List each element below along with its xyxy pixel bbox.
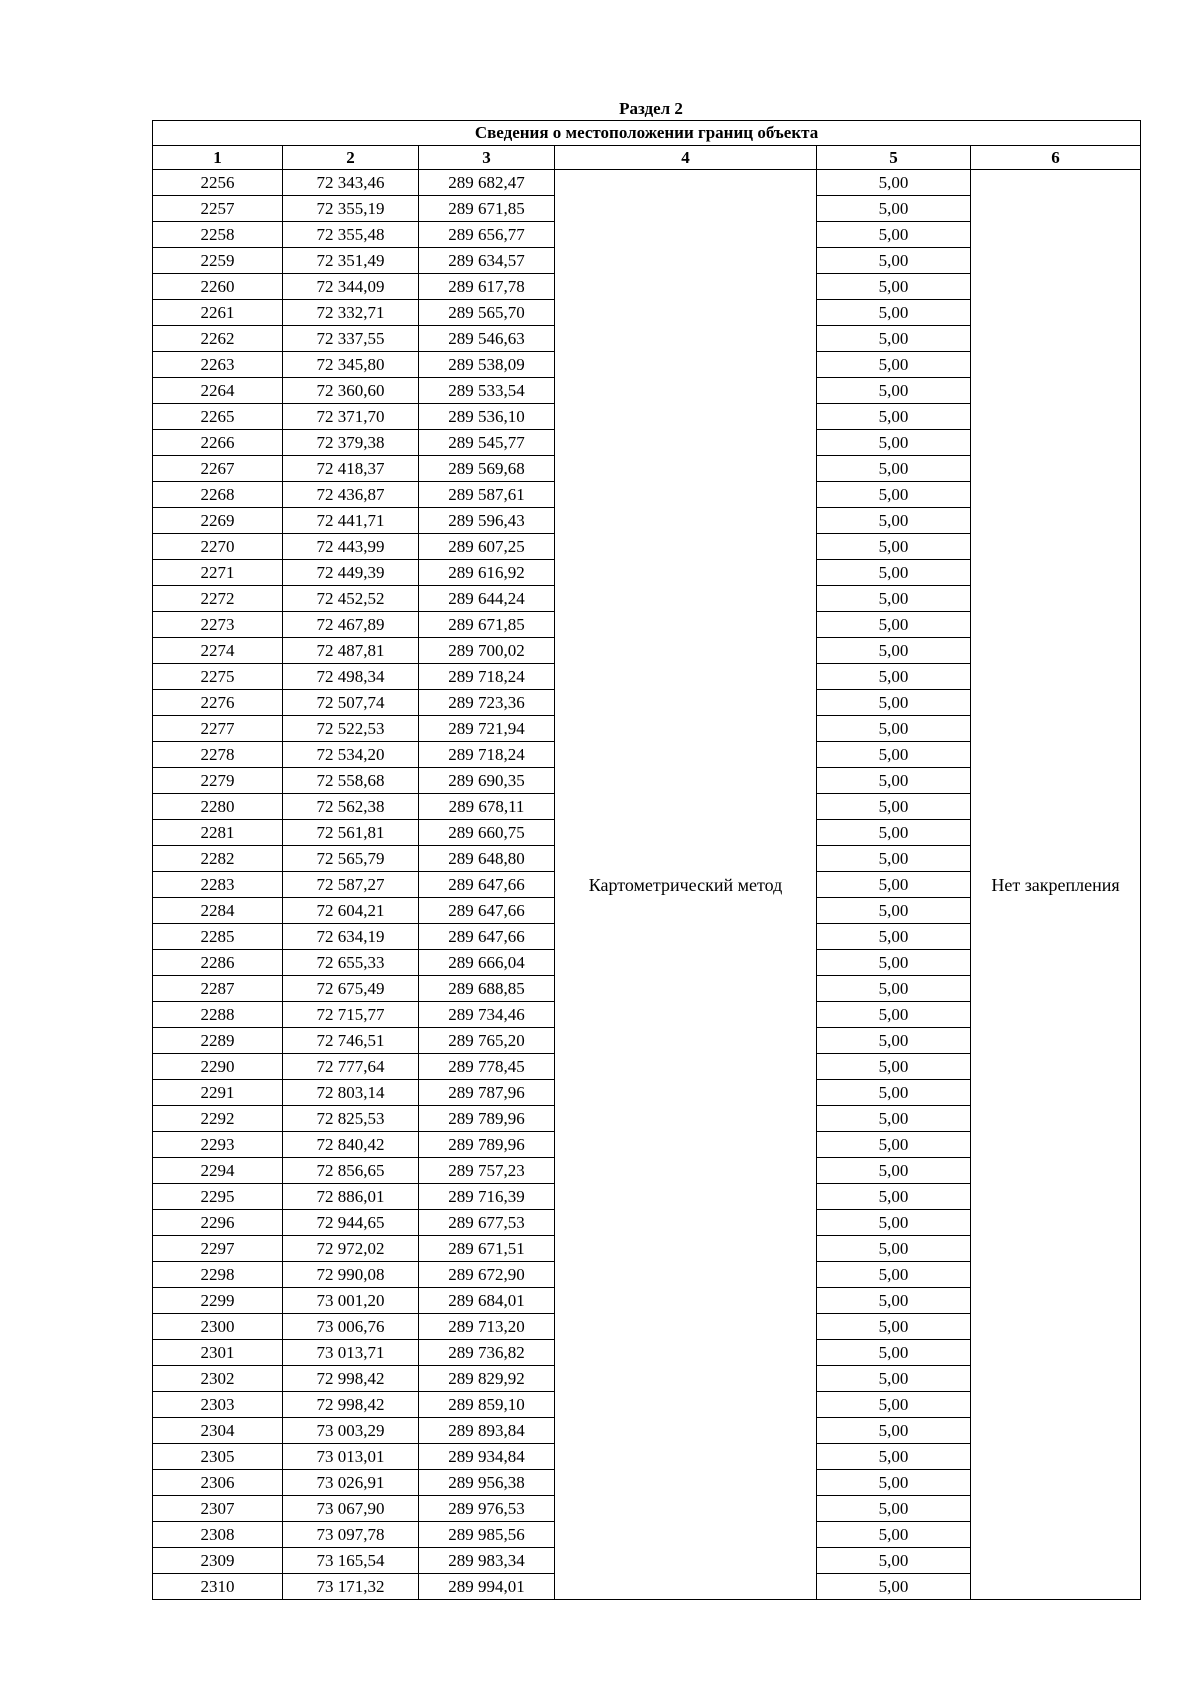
precision-cell: 5,00	[817, 846, 971, 872]
x-coordinate-cell: 72 604,21	[283, 898, 419, 924]
x-coordinate-cell: 72 558,68	[283, 768, 419, 794]
method-cell: Картометрический метод	[555, 170, 817, 1600]
y-coordinate-cell: 289 787,96	[419, 1080, 555, 1106]
point-number-cell: 2282	[153, 846, 283, 872]
precision-cell: 5,00	[817, 378, 971, 404]
y-coordinate-cell: 289 671,51	[419, 1236, 555, 1262]
y-coordinate-cell: 289 983,34	[419, 1548, 555, 1574]
x-coordinate-cell: 72 441,71	[283, 508, 419, 534]
y-coordinate-cell: 289 789,96	[419, 1132, 555, 1158]
point-number-cell: 2296	[153, 1210, 283, 1236]
precision-cell: 5,00	[817, 326, 971, 352]
x-coordinate-cell: 72 452,52	[283, 586, 419, 612]
point-number-cell: 2287	[153, 976, 283, 1002]
x-coordinate-cell: 72 634,19	[283, 924, 419, 950]
precision-cell: 5,00	[817, 274, 971, 300]
x-coordinate-cell: 72 998,42	[283, 1392, 419, 1418]
x-coordinate-cell: 72 507,74	[283, 690, 419, 716]
x-coordinate-cell: 72 746,51	[283, 1028, 419, 1054]
point-number-cell: 2257	[153, 196, 283, 222]
precision-cell: 5,00	[817, 1392, 971, 1418]
y-coordinate-cell: 289 723,36	[419, 690, 555, 716]
x-coordinate-cell: 73 097,78	[283, 1522, 419, 1548]
y-coordinate-cell: 289 647,66	[419, 872, 555, 898]
x-coordinate-cell: 73 001,20	[283, 1288, 419, 1314]
y-coordinate-cell: 289 778,45	[419, 1054, 555, 1080]
x-coordinate-cell: 72 371,70	[283, 404, 419, 430]
x-coordinate-cell: 73 013,01	[283, 1444, 419, 1470]
point-number-cell: 2269	[153, 508, 283, 534]
precision-cell: 5,00	[817, 950, 971, 976]
column-header-1: 1	[153, 146, 283, 170]
x-coordinate-cell: 72 655,33	[283, 950, 419, 976]
x-coordinate-cell: 72 418,37	[283, 456, 419, 482]
fixing-cell: Нет закрепления	[971, 170, 1141, 1600]
point-number-cell: 2265	[153, 404, 283, 430]
precision-cell: 5,00	[817, 222, 971, 248]
precision-cell: 5,00	[817, 872, 971, 898]
y-coordinate-cell: 289 716,39	[419, 1184, 555, 1210]
y-coordinate-cell: 289 700,02	[419, 638, 555, 664]
y-coordinate-cell: 289 677,53	[419, 1210, 555, 1236]
y-coordinate-cell: 289 718,24	[419, 742, 555, 768]
point-number-cell: 2260	[153, 274, 283, 300]
precision-cell: 5,00	[817, 1106, 971, 1132]
precision-cell: 5,00	[817, 794, 971, 820]
precision-cell: 5,00	[817, 716, 971, 742]
x-coordinate-cell: 72 534,20	[283, 742, 419, 768]
y-coordinate-cell: 289 985,56	[419, 1522, 555, 1548]
x-coordinate-cell: 72 562,38	[283, 794, 419, 820]
precision-cell: 5,00	[817, 690, 971, 716]
y-coordinate-cell: 289 829,92	[419, 1366, 555, 1392]
point-number-cell: 2289	[153, 1028, 283, 1054]
x-coordinate-cell: 72 972,02	[283, 1236, 419, 1262]
precision-cell: 5,00	[817, 560, 971, 586]
column-header-row	[153, 146, 1141, 170]
y-coordinate-cell: 289 634,57	[419, 248, 555, 274]
y-coordinate-cell: 289 587,61	[419, 482, 555, 508]
point-number-cell: 2302	[153, 1366, 283, 1392]
y-coordinate-cell: 289 688,85	[419, 976, 555, 1002]
x-coordinate-cell: 72 990,08	[283, 1262, 419, 1288]
y-coordinate-cell: 289 956,38	[419, 1470, 555, 1496]
x-coordinate-cell: 72 944,65	[283, 1210, 419, 1236]
table-row	[153, 170, 1141, 196]
precision-cell: 5,00	[817, 430, 971, 456]
precision-cell: 5,00	[817, 1210, 971, 1236]
precision-cell: 5,00	[817, 1028, 971, 1054]
point-number-cell: 2294	[153, 1158, 283, 1184]
y-coordinate-cell: 289 734,46	[419, 1002, 555, 1028]
x-coordinate-cell: 72 443,99	[283, 534, 419, 560]
point-number-cell: 2266	[153, 430, 283, 456]
precision-cell: 5,00	[817, 482, 971, 508]
x-coordinate-cell: 72 355,48	[283, 222, 419, 248]
y-coordinate-cell: 289 617,78	[419, 274, 555, 300]
precision-cell: 5,00	[817, 638, 971, 664]
x-coordinate-cell: 73 003,29	[283, 1418, 419, 1444]
table-caption: Сведения о местоположении границ объекта	[153, 121, 1141, 146]
point-number-cell: 2267	[153, 456, 283, 482]
y-coordinate-cell: 289 616,92	[419, 560, 555, 586]
precision-cell: 5,00	[817, 586, 971, 612]
y-coordinate-cell: 289 765,20	[419, 1028, 555, 1054]
column-header-4: 4	[555, 146, 817, 170]
point-number-cell: 2293	[153, 1132, 283, 1158]
y-coordinate-cell: 289 684,01	[419, 1288, 555, 1314]
point-number-cell: 2285	[153, 924, 283, 950]
precision-cell: 5,00	[817, 898, 971, 924]
point-number-cell: 2270	[153, 534, 283, 560]
x-coordinate-cell: 73 026,91	[283, 1470, 419, 1496]
point-number-cell: 2303	[153, 1392, 283, 1418]
y-coordinate-cell: 289 976,53	[419, 1496, 555, 1522]
point-number-cell: 2306	[153, 1470, 283, 1496]
y-coordinate-cell: 289 994,01	[419, 1574, 555, 1600]
point-number-cell: 2258	[153, 222, 283, 248]
point-number-cell: 2278	[153, 742, 283, 768]
point-number-cell: 2286	[153, 950, 283, 976]
precision-cell: 5,00	[817, 1184, 971, 1210]
precision-cell: 5,00	[817, 1496, 971, 1522]
precision-cell: 5,00	[817, 196, 971, 222]
column-header-5: 5	[817, 146, 971, 170]
caption-row	[153, 121, 1141, 146]
precision-cell: 5,00	[817, 664, 971, 690]
x-coordinate-cell: 72 332,71	[283, 300, 419, 326]
point-number-cell: 2268	[153, 482, 283, 508]
x-coordinate-cell: 72 360,60	[283, 378, 419, 404]
precision-cell: 5,00	[817, 456, 971, 482]
x-coordinate-cell: 72 355,19	[283, 196, 419, 222]
point-number-cell: 2307	[153, 1496, 283, 1522]
x-coordinate-cell: 73 165,54	[283, 1548, 419, 1574]
precision-cell: 5,00	[817, 352, 971, 378]
y-coordinate-cell: 289 596,43	[419, 508, 555, 534]
precision-cell: 5,00	[817, 1054, 971, 1080]
precision-cell: 5,00	[817, 1340, 971, 1366]
point-number-cell: 2264	[153, 378, 283, 404]
x-coordinate-cell: 72 561,81	[283, 820, 419, 846]
precision-cell: 5,00	[817, 1314, 971, 1340]
boundary-coordinates-table	[152, 120, 1141, 1600]
x-coordinate-cell: 72 337,55	[283, 326, 419, 352]
y-coordinate-cell: 289 682,47	[419, 170, 555, 196]
x-coordinate-cell: 72 715,77	[283, 1002, 419, 1028]
precision-cell: 5,00	[817, 1470, 971, 1496]
x-coordinate-cell: 72 351,49	[283, 248, 419, 274]
x-coordinate-cell: 72 825,53	[283, 1106, 419, 1132]
point-number-cell: 2310	[153, 1574, 283, 1600]
point-number-cell: 2299	[153, 1288, 283, 1314]
column-header-3: 3	[419, 146, 555, 170]
y-coordinate-cell: 289 533,54	[419, 378, 555, 404]
x-coordinate-cell: 72 886,01	[283, 1184, 419, 1210]
x-coordinate-cell: 72 565,79	[283, 846, 419, 872]
point-number-cell: 2292	[153, 1106, 283, 1132]
y-coordinate-cell: 289 660,75	[419, 820, 555, 846]
y-coordinate-cell: 289 789,96	[419, 1106, 555, 1132]
precision-cell: 5,00	[817, 404, 971, 430]
y-coordinate-cell: 289 859,10	[419, 1392, 555, 1418]
precision-cell: 5,00	[817, 300, 971, 326]
point-number-cell: 2261	[153, 300, 283, 326]
y-coordinate-cell: 289 721,94	[419, 716, 555, 742]
point-number-cell: 2305	[153, 1444, 283, 1470]
point-number-cell: 2295	[153, 1184, 283, 1210]
x-coordinate-cell: 72 467,89	[283, 612, 419, 638]
y-coordinate-cell: 289 671,85	[419, 196, 555, 222]
precision-cell: 5,00	[817, 534, 971, 560]
y-coordinate-cell: 289 647,66	[419, 924, 555, 950]
y-coordinate-cell: 289 538,09	[419, 352, 555, 378]
point-number-cell: 2273	[153, 612, 283, 638]
point-number-cell: 2298	[153, 1262, 283, 1288]
x-coordinate-cell: 72 587,27	[283, 872, 419, 898]
y-coordinate-cell: 289 607,25	[419, 534, 555, 560]
precision-cell: 5,00	[817, 976, 971, 1002]
section-title: Раздел 2	[619, 99, 683, 118]
point-number-cell: 2276	[153, 690, 283, 716]
y-coordinate-cell: 289 666,04	[419, 950, 555, 976]
precision-cell: 5,00	[817, 1574, 971, 1600]
y-coordinate-cell: 289 672,90	[419, 1262, 555, 1288]
precision-cell: 5,00	[817, 768, 971, 794]
x-coordinate-cell: 73 006,76	[283, 1314, 419, 1340]
point-number-cell: 2274	[153, 638, 283, 664]
y-coordinate-cell: 289 934,84	[419, 1444, 555, 1470]
y-coordinate-cell: 289 757,23	[419, 1158, 555, 1184]
precision-cell: 5,00	[817, 170, 971, 196]
x-coordinate-cell: 72 675,49	[283, 976, 419, 1002]
point-number-cell: 2309	[153, 1548, 283, 1574]
y-coordinate-cell: 289 536,10	[419, 404, 555, 430]
point-number-cell: 2281	[153, 820, 283, 846]
precision-cell: 5,00	[817, 248, 971, 274]
point-number-cell: 2275	[153, 664, 283, 690]
precision-cell: 5,00	[817, 1444, 971, 1470]
y-coordinate-cell: 289 647,66	[419, 898, 555, 924]
x-coordinate-cell: 72 840,42	[283, 1132, 419, 1158]
x-coordinate-cell: 72 998,42	[283, 1366, 419, 1392]
x-coordinate-cell: 72 379,38	[283, 430, 419, 456]
precision-cell: 5,00	[817, 612, 971, 638]
x-coordinate-cell: 72 449,39	[283, 560, 419, 586]
y-coordinate-cell: 289 569,68	[419, 456, 555, 482]
point-number-cell: 2308	[153, 1522, 283, 1548]
precision-cell: 5,00	[817, 924, 971, 950]
y-coordinate-cell: 289 713,20	[419, 1314, 555, 1340]
point-number-cell: 2280	[153, 794, 283, 820]
y-coordinate-cell: 289 718,24	[419, 664, 555, 690]
x-coordinate-cell: 72 522,53	[283, 716, 419, 742]
y-coordinate-cell: 289 893,84	[419, 1418, 555, 1444]
point-number-cell: 2288	[153, 1002, 283, 1028]
precision-cell: 5,00	[817, 1366, 971, 1392]
precision-cell: 5,00	[817, 1288, 971, 1314]
x-coordinate-cell: 72 436,87	[283, 482, 419, 508]
x-coordinate-cell: 73 067,90	[283, 1496, 419, 1522]
column-header-6: 6	[971, 146, 1141, 170]
y-coordinate-cell: 289 736,82	[419, 1340, 555, 1366]
precision-cell: 5,00	[817, 1522, 971, 1548]
point-number-cell: 2259	[153, 248, 283, 274]
x-coordinate-cell: 72 498,34	[283, 664, 419, 690]
point-number-cell: 2279	[153, 768, 283, 794]
precision-cell: 5,00	[817, 1132, 971, 1158]
x-coordinate-cell: 72 803,14	[283, 1080, 419, 1106]
y-coordinate-cell: 289 671,85	[419, 612, 555, 638]
precision-cell: 5,00	[817, 1236, 971, 1262]
precision-cell: 5,00	[817, 1158, 971, 1184]
x-coordinate-cell: 72 345,80	[283, 352, 419, 378]
y-coordinate-cell: 289 565,70	[419, 300, 555, 326]
point-number-cell: 2301	[153, 1340, 283, 1366]
x-coordinate-cell: 73 171,32	[283, 1574, 419, 1600]
x-coordinate-cell: 72 344,09	[283, 274, 419, 300]
y-coordinate-cell: 289 644,24	[419, 586, 555, 612]
x-coordinate-cell: 72 777,64	[283, 1054, 419, 1080]
precision-cell: 5,00	[817, 742, 971, 768]
column-header-2: 2	[283, 146, 419, 170]
x-coordinate-cell: 72 487,81	[283, 638, 419, 664]
point-number-cell: 2272	[153, 586, 283, 612]
y-coordinate-cell: 289 648,80	[419, 846, 555, 872]
point-number-cell: 2277	[153, 716, 283, 742]
precision-cell: 5,00	[817, 1548, 971, 1574]
y-coordinate-cell: 289 545,77	[419, 430, 555, 456]
precision-cell: 5,00	[817, 1262, 971, 1288]
point-number-cell: 2263	[153, 352, 283, 378]
y-coordinate-cell: 289 546,63	[419, 326, 555, 352]
table-body	[153, 121, 1141, 1600]
y-coordinate-cell: 289 656,77	[419, 222, 555, 248]
point-number-cell: 2291	[153, 1080, 283, 1106]
point-number-cell: 2304	[153, 1418, 283, 1444]
point-number-cell: 2256	[153, 170, 283, 196]
point-number-cell: 2262	[153, 326, 283, 352]
point-number-cell: 2300	[153, 1314, 283, 1340]
point-number-cell: 2271	[153, 560, 283, 586]
precision-cell: 5,00	[817, 820, 971, 846]
point-number-cell: 2290	[153, 1054, 283, 1080]
precision-cell: 5,00	[817, 1002, 971, 1028]
point-number-cell: 2297	[153, 1236, 283, 1262]
precision-cell: 5,00	[817, 1418, 971, 1444]
y-coordinate-cell: 289 690,35	[419, 768, 555, 794]
x-coordinate-cell: 73 013,71	[283, 1340, 419, 1366]
x-coordinate-cell: 72 343,46	[283, 170, 419, 196]
y-coordinate-cell: 289 678,11	[419, 794, 555, 820]
x-coordinate-cell: 72 856,65	[283, 1158, 419, 1184]
precision-cell: 5,00	[817, 1080, 971, 1106]
point-number-cell: 2283	[153, 872, 283, 898]
precision-cell: 5,00	[817, 508, 971, 534]
point-number-cell: 2284	[153, 898, 283, 924]
